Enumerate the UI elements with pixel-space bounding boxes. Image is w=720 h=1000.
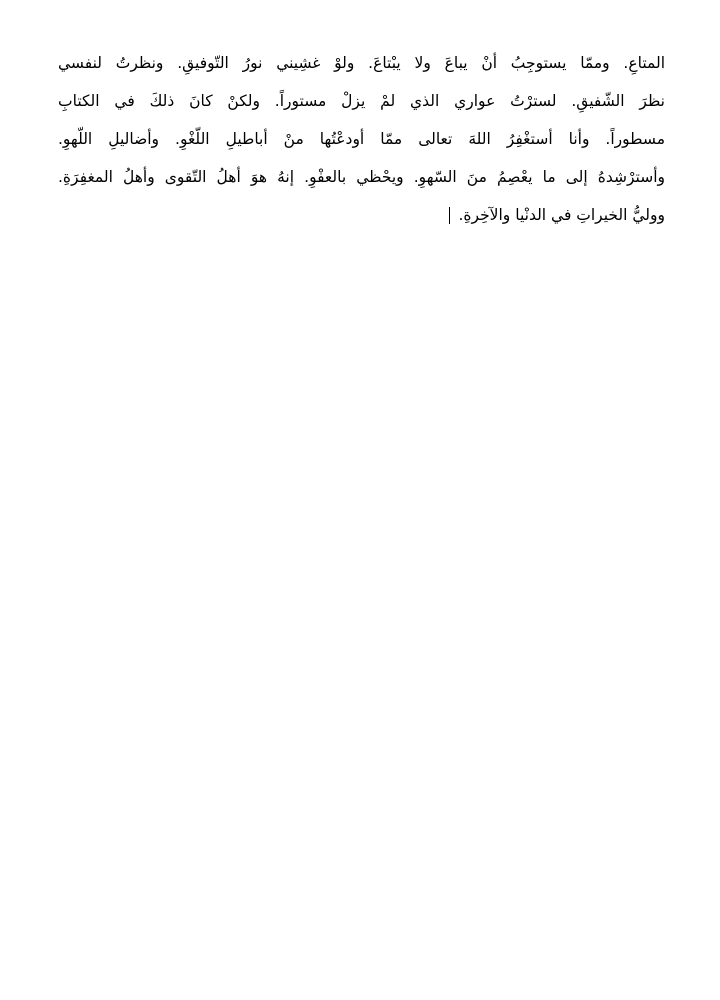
text-line-5: ووليُّ الخيراتِ في الدنْيا والآخِرةِ. xyxy=(458,206,665,224)
document-body[interactable] xyxy=(58,44,665,234)
text-line-4: وأسترْشِدهُ إلى ما يعْصِمُ منَ السّهوِ. ويحْظي بالعفْوِ. إنهُ هوَ أهلُ التّقوى وأهلُ المغفِرَةِ. xyxy=(58,168,665,186)
text-line-1: المتاعِ. وممّا يستوجِبُ أنْ يباعَ ولا يبْتاعَ. ولوْ غشِيني نورُ التّوفيقِ. ونظرتُ لنفسي xyxy=(58,54,665,72)
text-cursor xyxy=(449,207,451,224)
text-line-2: نظرَ الشّفيقِ. لسترْتُ عواري الذي لمْ يزلْ مستوراً. ولكنْ كانَ ذلكَ في الكتابِ xyxy=(58,92,665,110)
text-line-3: مسطوراً. وأنا أستغْفِرُ اللهَ تعالى ممّا أودعْتُها منْ أباطيلِ اللّغْوِ. وأضاليلِ اللّهوِ. xyxy=(58,130,665,148)
text-line-5-container xyxy=(58,196,665,234)
